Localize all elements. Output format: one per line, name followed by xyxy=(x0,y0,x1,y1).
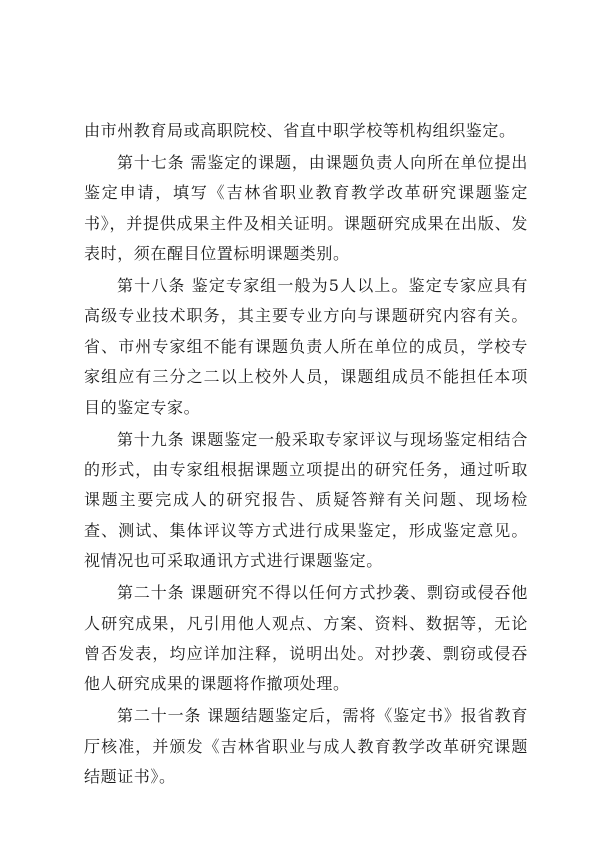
article-19: 第十九条 课题鉴定一般采取专家评议与现场鉴定相结合的形式，由专家组根据课题立项提出的研究任务，通过听取课题主要完成人的研究报告、质疑答辩有关问题、现场检查、测试、集体评议等方式进行成果鉴定，形成鉴定意见。视情况也可采取通讯方式进行课题鉴定。 xyxy=(84,429,528,571)
article-21: 第二十一条 课题结题鉴定后，需将《鉴定书》报省教育厅核准，并颁发《吉林省职业与成人教育教学改革研究课题结题证书》。 xyxy=(84,706,528,787)
article-20: 第二十条 课题研究不得以任何方式抄袭、剽窃或侵吞他人研究成果，凡引用他人观点、方案、资料、数据等，无论曾否发表，均应详加注释，说明出处。对抄袭、剽窃或侵吞他人研究成果的课题将作撤项处理。 xyxy=(84,583,528,694)
article-17: 第十七条 需鉴定的课题，由课题负责人向所在单位提出鉴定申请，填写《吉林省职业教育教学改革研究课题鉴定书》，并提供成果主件及相关证明。课题研究成果在出版、发表时，须在醒目位置标明课题类别。 xyxy=(84,152,528,264)
intro-line: 由市州教育局或高职院校、省直中职学校等机构组织鉴定。 xyxy=(84,121,516,140)
document-page xyxy=(84,116,528,794)
article-18: 第十八条 鉴定专家组一般为5人以上。鉴定专家应具有高级专业技术职务，其主要专业方向与课题研究内容有关。省、市州专家组不能有课题负责人所在单位的成员，学校专家组应有三分之二以上校外人员，课题组成员不能担任本项目的鉴定专家。 xyxy=(84,276,528,417)
